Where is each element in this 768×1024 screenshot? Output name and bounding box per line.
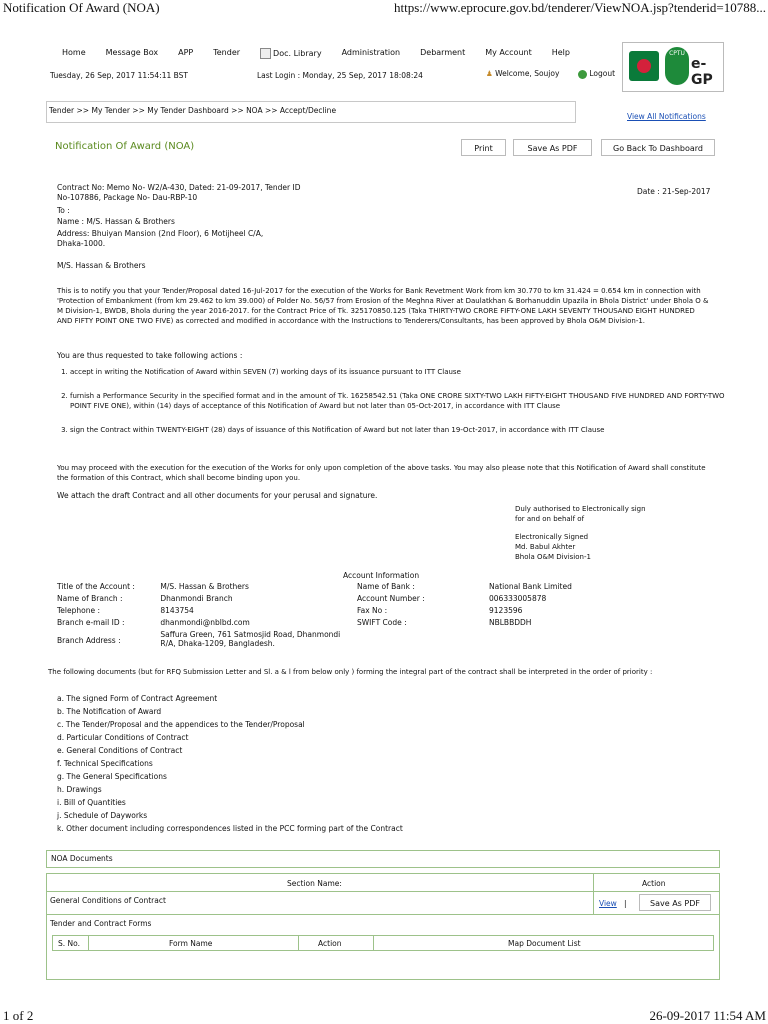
contract-line-2: No-107886, Package No- Dau-RBP-10 [57,193,198,202]
recipient-name: Name : M/S. Hassan & Brothers [57,217,175,226]
documents-list [57,694,657,837]
account-right-table [357,582,576,630]
bd-flag-icon [629,51,659,81]
nav-my-account[interactable]: My Account [485,48,532,57]
current-datetime: Tuesday, 26 Sep, 2017 11:54:11 BST [50,71,189,80]
account-left-table [57,582,357,651]
egp-logo [622,42,724,92]
letter-date: Date : 21-Sep-2017 [637,187,711,196]
tender-forms-title: Tender and Contract Forms [50,919,152,928]
breadcrumb-text[interactable]: Tender >> My Tender >> My Tender Dashboard >> NOA >> Accept/Decline [49,106,337,115]
nav-administration[interactable]: Administration [341,48,401,57]
account-value: dhanmondi@nblbd.com [160,618,250,627]
logout-icon [578,70,587,79]
account-label: Fax No : [357,606,388,615]
save-pdf-button[interactable]: Save As PDF [513,139,592,156]
cptu-badge: CPTU [665,47,689,85]
sign-line: Md. Babul Akhter [515,543,576,551]
print-button[interactable]: Print [461,139,506,156]
account-heading: Account Information [343,571,420,580]
action-item: 2. furnish a Performance Security in the specified format and in the amount of Tk. 16258542.51 (Taka ONE CRORE SIXTY-TWO LAKH FIFTY-EIGHT THOUSAND FIVE HUNDRED AND FORTY-TWO POINT FIVE ONE), within (14) days of acceptance of this Notification of Award but not later than 05-Oct-2017, in accordance with ITT Clause [70,391,732,411]
document-item: i. Bill of Quantities [57,798,126,807]
breadcrumb [46,101,576,123]
welcome-area [486,69,559,78]
page-url: https://www.eprocure.gov.bd/tenderer/ViewNOA.jsp?tenderid=10788... [393,0,766,15]
welcome-text: Welcome, Soujoy [495,69,560,78]
last-login: Last Login : Monday, 25 Sep, 2017 18:08:24 [257,71,423,80]
nav-help[interactable]: Help [551,48,570,57]
to-label: To : [57,206,70,215]
save-pdf-button[interactable]: Save As PDF [639,894,711,911]
account-value: Saffura Green, 761 Satmosjid Road, Dhanmondi R/A, Dhaka-1209, Bangladesh. [160,630,341,648]
separator: | [624,899,627,908]
account-label: Branch e-mail ID : [57,618,125,627]
address-line-2: Dhaka-1000. [57,239,106,248]
user-icon: ♟ [486,69,493,78]
egp-logo-text: e-GP [691,56,713,88]
account-value: 006333005878 [489,594,547,603]
section-header-row [47,874,719,892]
document-item: f. Technical Specifications [57,759,153,768]
attach-text: We attach the draft Contract and all other documents for your perusal and signature. [57,491,378,500]
account-label: SWIFT Code : [357,618,407,627]
section-name-cell: General Conditions of Contract [50,896,166,905]
noa-documents-table [46,873,720,980]
account-value: National Bank Limited [489,582,572,591]
nav-home[interactable]: Home [62,48,86,57]
nav-debarment[interactable]: Debarment [420,48,466,57]
account-label: Name of Bank : [357,582,415,591]
nav-message-box[interactable]: Message Box [105,48,159,57]
noa-documents-title: NOA Documents [51,854,113,863]
window-title: Notification Of Award (NOA) [3,0,160,15]
account-label: Branch Address : [57,636,121,645]
table-row [47,892,719,915]
column-divider [593,892,594,914]
document-item: g. The General Specifications [57,772,167,781]
account-value: 9123596 [489,606,523,615]
view-link[interactable]: View [599,899,617,908]
contract-number [57,183,300,203]
nav-doc-library[interactable]: Doc. Library [260,48,322,59]
request-text: You are thus requested to take following actions : [57,351,243,360]
document-item: j. Schedule of Dayworks [57,811,148,820]
action-item: 1. accept in writing the Notification of Award within SEVEN (7) working days of its issuance pursuant to ITT Clause [70,367,732,377]
action-list [48,367,732,449]
view-all-notifications-link[interactable]: View All Notifications [627,112,706,121]
account-label: Title of the Account : [57,582,135,591]
nav-tender[interactable]: Tender [213,48,241,57]
back-dashboard-button[interactable]: Go Back To Dashboard [601,139,715,156]
sign-line: Bhola O&M Division-1 [515,553,591,561]
page-number: 1 of 2 [3,1008,34,1023]
account-value: M/S. Hassan & Brothers [160,582,249,591]
nav-app[interactable]: APP [178,48,194,57]
account-value: NBLBBDDH [489,618,532,627]
document-item: h. Drawings [57,785,102,794]
account-label: Name of Branch : [57,594,123,603]
documents-intro: The following documents (but for RFQ Submission Letter and Sl. a & l from below only ) forming the integral part of the contract shall be interpreted in the order of priority : [48,668,653,676]
print-timestamp: 26-09-2017 11:54 AM [649,1008,766,1023]
document-item: c. The Tender/Proposal and the appendices to the Tender/Proposal [57,720,305,729]
action-item: 3. sign the Contract within TWENTY-EIGHT (28) days of issuance of this Notification of Award but not later than 19-Oct-2017, in accordance with ITT Clause [70,425,732,435]
action-header: Action [642,879,666,888]
signature-block [515,504,646,562]
document-item: d. Particular Conditions of Contract [57,733,189,742]
sign-line: Electronically Signed [515,533,589,541]
proceed-text: You may proceed with the execution for the execution of the Works for only upon completion of the above tasks. You may also please note that this Notification of Award shall constitute the formation of this Contract, which shall become binding upon you. [57,464,706,482]
column-divider [88,936,89,950]
column-divider [373,936,374,950]
col-sno: S. No. [58,939,80,948]
sign-line: for and on behalf of [515,515,585,523]
section-name-header: Section Name: [287,879,342,888]
logout-link[interactable] [578,69,615,79]
award-body: This is to notify you that your Tender/Proposal dated 16-Jul-2017 for the execution of the Works for Bank Revetment Work from km 30.770 to km 31.424 = 0.654 km in connection with 'Protection of Embankment (from km 29.462 to km 39.000) of Polder No. 56/57 from Erosion of the Meghna River at Daulatkhan & Borhanuddin Upazila in Bhola District' under Bhola O & M Division-1, BWDB, Bhola during the year 2016-2017. for the Contract Price of Tk. 325170850.125 (Taka THIRTY-TWO CRORE FIFTY-ONE LAKH SEVENTY THOUSAND EIGHT HUNDRED AND FIFTY POINT ONE TWO FIVE) as corrected and modified in accordance with the Instructions to Tenderers/Consultants, has been approved by Bhola O&M Division-1. [57,287,709,325]
top-nav [62,48,590,59]
column-divider [298,936,299,950]
col-form-name: Form Name [169,939,213,948]
contract-line-1: Contract No: Memo No- W2/A-430, Dated: 21-09-2017, Tender ID [57,183,301,192]
checkbox-icon [260,48,271,59]
noa-documents-box [46,850,720,868]
account-value: Dhanmondi Branch [160,594,233,603]
col-action: Action [318,939,342,948]
forms-header-row [52,935,714,951]
col-map-doc: Map Document List [508,939,581,948]
document-item: b. The Notification of Award [57,707,162,716]
logout-label: Logout [589,69,616,78]
document-item: a. The signed Form of Contract Agreement [57,694,218,703]
document-item: e. General Conditions of Contract [57,746,183,755]
salutation: M/S. Hassan & Brothers [57,261,146,270]
account-label: Account Number : [357,594,425,603]
account-value: 8143754 [160,606,194,615]
recipient-address [57,229,263,249]
account-label: Telephone : [57,606,101,615]
column-divider [593,874,594,891]
page-title: Notification Of Award (NOA) [55,141,195,152]
document-item: k. Other document including correspondences listed in the PCC forming part of the Contract [57,824,403,833]
address-line-1: Address: Bhuiyan Mansion (2nd Floor), 6 Motijheel C/A, [57,229,264,238]
sign-line: Duly authorised to Electronically sign [515,505,646,513]
